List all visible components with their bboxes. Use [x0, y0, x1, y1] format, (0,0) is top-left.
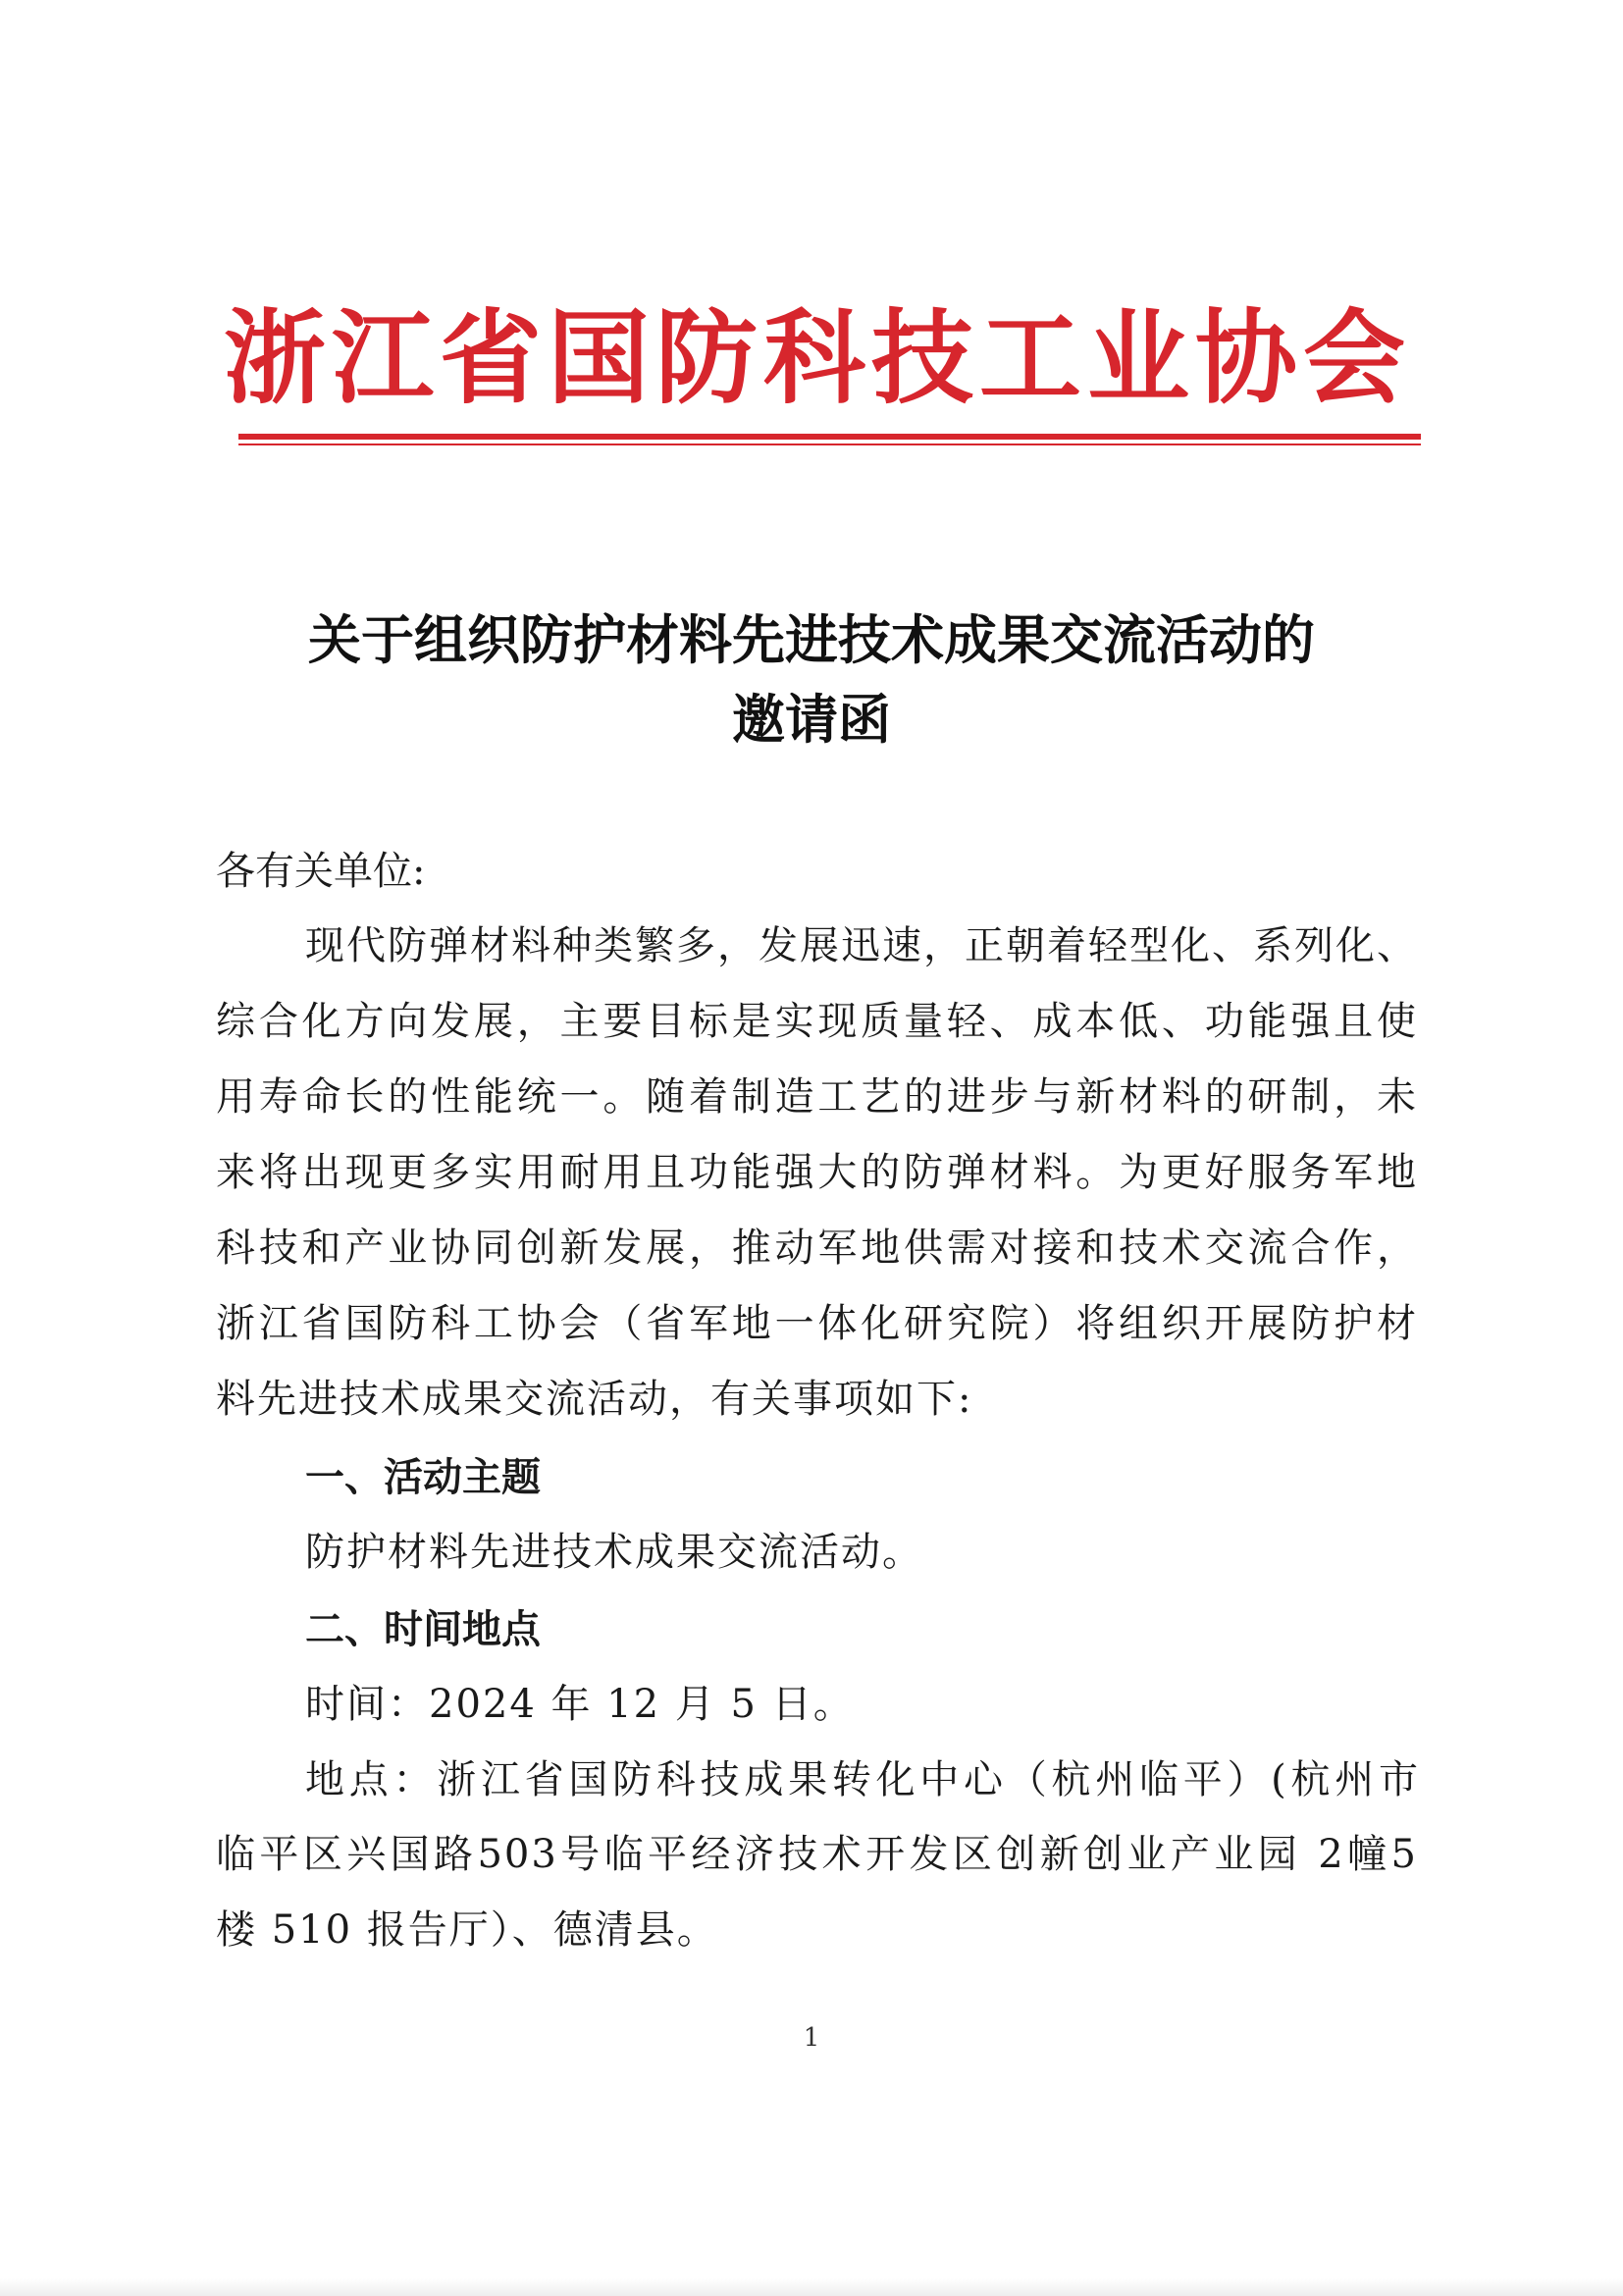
- letterhead-title: 浙江省国防科技工业协会: [224, 298, 1412, 418]
- section-heading-time-location: 二、时间地点: [305, 1607, 541, 1652]
- document-title-line-1: 关于组织防护材料先进技术成果交流活动的: [308, 608, 1315, 671]
- intro-line-5: 科技和产业协同创新发展，推动军地供需对接和技术交流合作，: [216, 1226, 1418, 1271]
- intro-line-6: 浙江省国防科工协会（省军地一体化研究院）将组织开展防护材: [216, 1301, 1418, 1346]
- event-location-line-2: 临平区兴国路503号临平经济技术开发区创新创业产业园 2幢5: [216, 1832, 1418, 1877]
- salutation: 各有关单位:: [216, 849, 426, 894]
- intro-line-7: 料先进技术成果交流活动，有关事项如下:: [216, 1377, 973, 1422]
- section-heading-theme: 一、活动主题: [305, 1455, 541, 1500]
- intro-line-4: 来将出现更多实用耐用且功能强大的防弹材料。为更好服务军地: [216, 1150, 1418, 1195]
- section-content-theme: 防护材料先进技术成果交流活动。: [305, 1530, 923, 1575]
- document-title-line-2: 邀请函: [732, 688, 891, 751]
- event-location-line-3: 楼 510 报告厅）、德清县。: [216, 1907, 718, 1953]
- intro-line-2: 综合化方向发展，主要目标是实现质量轻、成本低、功能强且使: [216, 999, 1418, 1044]
- event-time: 时间：2024 年 12 月 5 日。: [305, 1682, 855, 1727]
- intro-line-3: 用寿命长的性能统一。随着制造工艺的进步与新材料的研制，未: [216, 1074, 1418, 1120]
- page-number: 1: [803, 2023, 820, 2053]
- letterhead-rule-thick: [238, 434, 1421, 440]
- scan-bottom-edge: [0, 2278, 1623, 2296]
- letterhead-rule-thin: [238, 444, 1421, 445]
- event-location-line-1: 地点：浙江省国防科技成果转化中心（杭州临平）(杭州市: [305, 1757, 1418, 1802]
- intro-line-1: 现代防弹材料种类繁多，发展迅速，正朝着轻型化、系列化、: [305, 923, 1418, 968]
